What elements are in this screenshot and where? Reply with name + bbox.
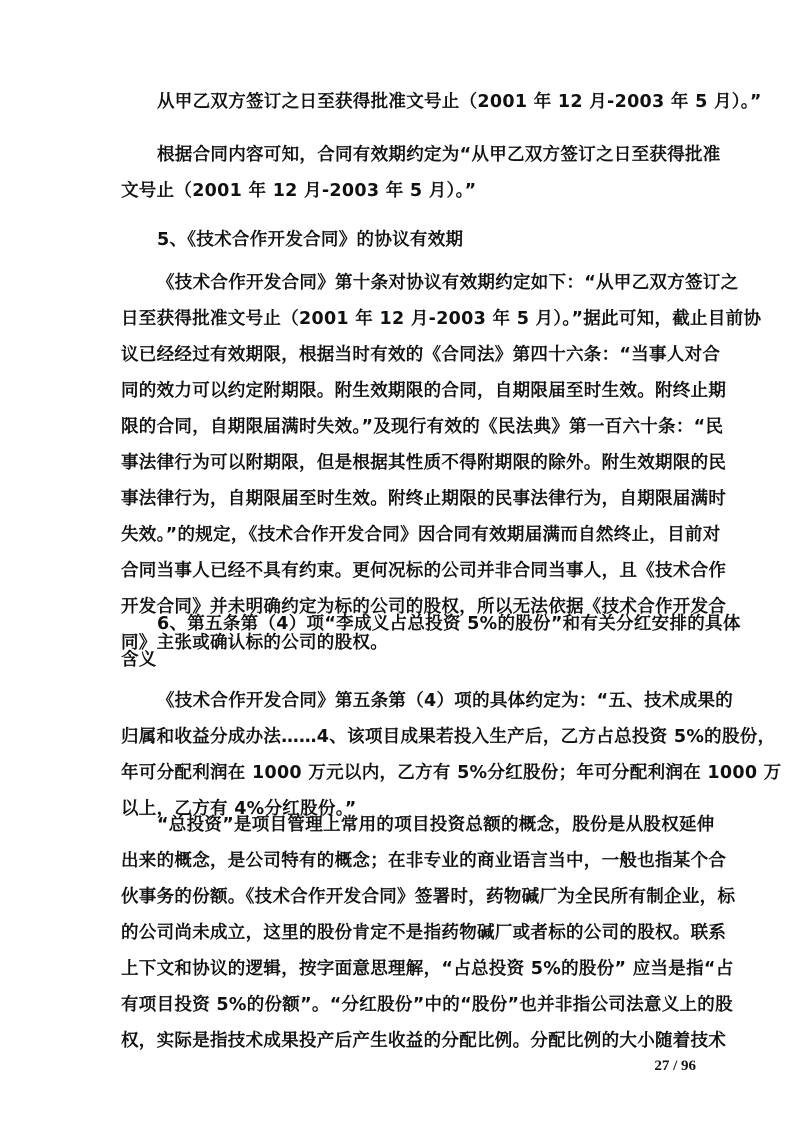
text-line: 同》主张或确认标的公司的股权。 <box>121 633 388 653</box>
text-line: 《技术合作开发合同》第十条对协议有效期约定如下：“从甲乙双方签订之 <box>157 273 739 293</box>
text-line: 以上，乙方有 4%分红股份。” <box>121 799 357 819</box>
paragraph-investment-interpretation <box>121 807 736 1059</box>
text-line: 6、第五条第（4）项“李成义占总投资 5%的股份”和有关分红安排的具体 <box>157 614 741 634</box>
paragraph-contract-term-quote <box>121 84 762 120</box>
text-line: 议已经经过有效期限，根据当时有效的《合同法》第四十六条：“当事人对合 <box>121 345 721 365</box>
text-line: 限的合同，自期限届满时失效。”及现行有效的《民法典》第一百六十条：“民 <box>121 417 724 437</box>
text-line: 事法律行为可以附期限，但是根据其性质不得附期限的除外。附生效期限的民 <box>121 453 727 473</box>
text-line: 根据合同内容可知，合同有效期约定为“从甲乙双方签订之日至获得批准 <box>157 145 721 165</box>
paragraph-contract-term-summary <box>121 137 721 209</box>
text-line: 权，实际是指技术成果投产后产生收益的分配比例。分配比例的大小随着技术 <box>121 1031 727 1051</box>
text-line: 开发合同》并未明确约定为标的公司的股权，所以无法依据《技术合作开发合 <box>121 597 727 617</box>
text-line: 归属和收益分成办法……4、该项目成果若投入生产后，乙方占总投资 5%的股份， <box>121 727 776 747</box>
section-heading-5 <box>121 222 698 258</box>
paragraph-clause-quote <box>121 683 782 827</box>
text-line: 合同当事人已经不具有约束。更何况标的公司并非合同当事人，且《技术合作 <box>121 561 727 581</box>
text-line: 失效。”的规定，《技术合作开发合同》因合同有效期届满而自然终止，目前对 <box>121 525 721 545</box>
text-line: 日至获得批准文号止（2001 年 12 月-2003 年 5 月）。”据此可知，截止目前协 <box>121 309 762 329</box>
text-line: 出来的概念，是公司特有的概念；在非专业的商业语言当中，一般也指某个合 <box>121 851 727 871</box>
text-line: 文号止（2001 年 12 月-2003 年 5 月）。” <box>121 181 477 201</box>
text-line: 从甲乙双方签订之日至获得批准文号止（2001 年 12 月-2003 年 5 月）。” <box>157 92 762 112</box>
text-line: 上下文和协议的逻辑，按字面意思理解，“占总投资 5%的股份” 应当是指“占 <box>121 959 734 979</box>
text-line: 年可分配利润在 1000 万元以内，乙方有 5%分红股份；年可分配利润在 1000 万 <box>121 763 782 783</box>
text-line: 含义 <box>121 650 157 670</box>
text-line: 《技术合作开发合同》第五条第（4）项的具体约定为：“五、技术成果的 <box>157 691 734 711</box>
text-line: 伙事务的份额。《技术合作开发合同》签署时，药物碱厂为全民所有制企业，标 <box>121 887 736 907</box>
text-line: 5、《技术合作开发合同》的协议有效期 <box>157 230 464 250</box>
text-line: 的公司尚未成立，这里的股份肯定不是指药物碱厂或者标的公司的股权。联系 <box>121 923 727 943</box>
text-line: 同的效力可以约定附期限。附生效期限的合同，自期限届至时生效。附终止期 <box>121 381 727 401</box>
text-line: 事法律行为，自期限届至时生效。附终止期限的民事法律行为，自期限届满时 <box>121 489 727 509</box>
paragraph-validity-analysis <box>121 265 762 661</box>
text-line: “总投资”是项目管理上常用的项目投资总额的概念，股份是从股权延伸 <box>157 815 715 835</box>
page-number: 27 / 96 <box>654 1058 696 1074</box>
text-line: 有项目投资 5%的份额”。“分红股份”中的“股份”也并非指公司法意义上的股 <box>121 995 733 1015</box>
section-heading-6 <box>121 606 741 678</box>
